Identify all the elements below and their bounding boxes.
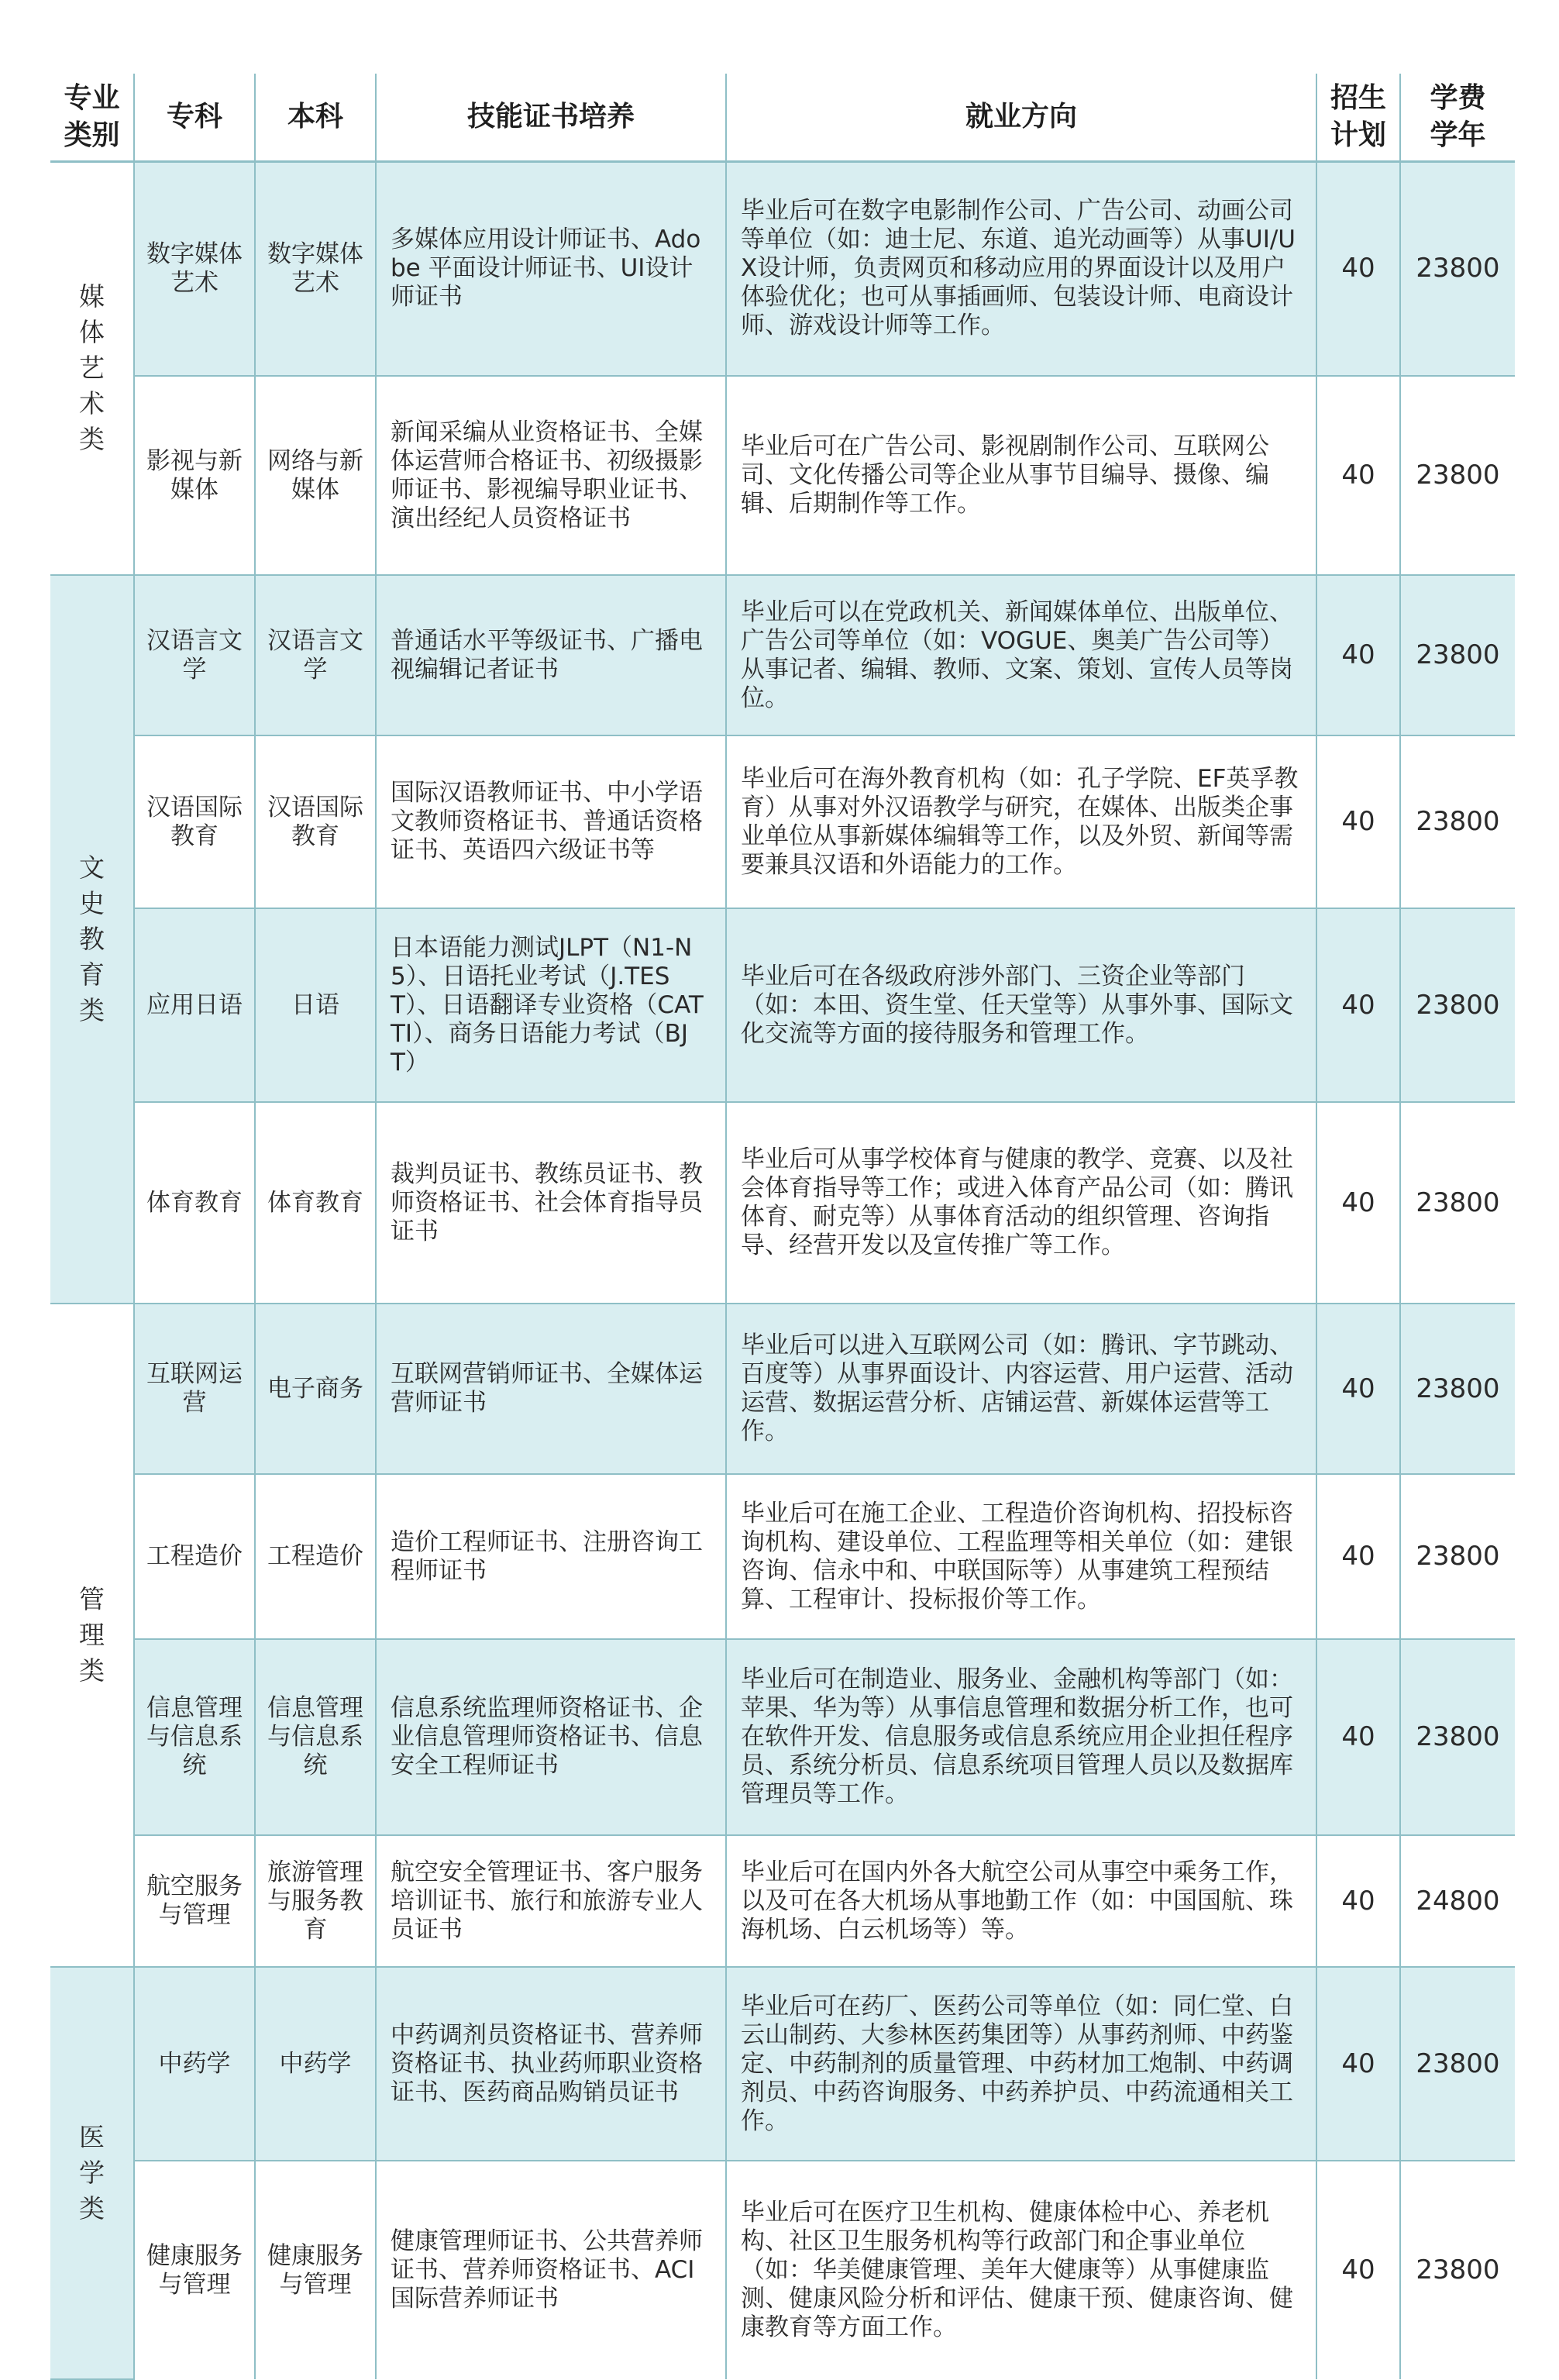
benke-cell: 电子商务 [255, 1304, 376, 1474]
plan-cell: 40 [1316, 2161, 1400, 2379]
benke-cell: 体育教育 [255, 1102, 376, 1304]
plan-cell: 40 [1316, 575, 1400, 735]
plan-cell: 40 [1316, 1474, 1400, 1639]
plan-cell: 40 [1316, 376, 1400, 575]
table-row [50, 1639, 1515, 1835]
certs-cell: 航空安全管理证书、客户服务培训证书、旅行和旅游专业人员证书 [376, 1835, 726, 1967]
benke-cell: 汉语言文学 [255, 575, 376, 735]
header-certs: 技能证书培养 [376, 74, 726, 161]
certs-cell: 中药调剂员资格证书、营养师资格证书、执业药师职业资格证书、医药商品购销员证书 [376, 1967, 726, 2161]
fee-cell: 23800 [1400, 1102, 1515, 1304]
header-row [50, 74, 1515, 161]
table-row [50, 2161, 1515, 2379]
plan-cell: 40 [1316, 1639, 1400, 1835]
fee-cell: 23800 [1400, 1639, 1515, 1835]
header-fee: 学费 学年 [1400, 74, 1515, 161]
benke-cell: 旅游管理与服务教育 [255, 1835, 376, 1967]
benke-cell: 健康服务与管理 [255, 2161, 376, 2379]
category-name: 文史教育类 [79, 852, 105, 1025]
benke-cell: 中药学 [255, 1967, 376, 2161]
certs-cell: 多媒体应用设计师证书、Adobe 平面设计师证书、UI设计师证书 [376, 161, 726, 376]
certs-cell: 普通话水平等级证书、广播电视编辑记者证书 [376, 575, 726, 735]
career-cell: 毕业后可在医疗卫生机构、健康体检中心、养老机构、社区卫生服务机构等行政部门和企事业单位（如：华美健康管理、美年大健康等）从事健康监测、健康风险分析和评估、健康干预、健康咨询、健康教育等方面工作。 [726, 2161, 1316, 2379]
certs-cell: 裁判员证书、教练员证书、教师资格证书、社会体育指导员证书 [376, 1102, 726, 1304]
career-cell: 毕业后可以进入互联网公司（如：腾讯、字节跳动、百度等）从事界面设计、内容运营、用户运营、活动运营、数据运营分析、店铺运营、新媒体运营等工作。 [726, 1304, 1316, 1474]
certs-cell: 健康管理师证书、公共营养师证书、营养师资格证书、ACI国际营养师证书 [376, 2161, 726, 2379]
benke-cell: 工程造价 [255, 1474, 376, 1639]
career-cell: 毕业后可在施工企业、工程造价咨询机构、招投标咨询机构、建设单位、工程监理等相关单位（如：建银咨询、信永中和、中联国际等）从事建筑工程预结算、工程审计、投标报价等工作。 [726, 1474, 1316, 1639]
fee-cell: 23800 [1400, 1474, 1515, 1639]
table-row [50, 376, 1515, 575]
benke-cell: 网络与新媒体 [255, 376, 376, 575]
career-cell: 毕业后可在制造业、服务业、金融机构等部门（如：苹果、华为等）从事信息管理和数据分析工作，也可在软件开发、信息服务或信息系统应用企业担任程序员、系统分析员、信息系统项目管理人员以及数据库管理员等工作。 [726, 1639, 1316, 1835]
zhuanke-cell: 影视与新媒体 [134, 376, 255, 575]
career-cell: 毕业后可在国内外各大航空公司从事空中乘务工作，以及可在各大机场从事地勤工作（如：中国国航、珠海机场、白云机场等）等。 [726, 1835, 1316, 1967]
table-row [50, 1967, 1515, 2161]
zhuanke-cell: 体育教育 [134, 1102, 255, 1304]
table-row [50, 735, 1515, 908]
benke-cell: 数字媒体艺术 [255, 161, 376, 376]
table-row [50, 1304, 1515, 1474]
zhuanke-cell: 汉语国际教育 [134, 735, 255, 908]
fee-cell: 23800 [1400, 575, 1515, 735]
zhuanke-cell: 航空服务与管理 [134, 1835, 255, 1967]
benke-cell: 日语 [255, 908, 376, 1102]
plan-cell: 40 [1316, 1967, 1400, 2161]
table-row [50, 1835, 1515, 1967]
zhuanke-cell: 健康服务与管理 [134, 2161, 255, 2379]
category-cell [50, 575, 134, 1304]
benke-cell: 汉语国际教育 [255, 735, 376, 908]
plan-cell: 40 [1316, 908, 1400, 1102]
fee-cell: 23800 [1400, 735, 1515, 908]
table-row [50, 1474, 1515, 1639]
plan-cell: 40 [1316, 1835, 1400, 1967]
table-body [50, 161, 1515, 2379]
fee-cell: 23800 [1400, 2161, 1515, 2379]
major-enrollment-table [50, 74, 1515, 2380]
career-cell: 毕业后可在海外教育机构（如：孔子学院、EF英孚教育）从事对外汉语教学与研究，在媒体、出版类企事业单位从事新媒体编辑等工作，以及外贸、新闻等需要兼具汉语和外语能力的工作。 [726, 735, 1316, 908]
fee-cell: 23800 [1400, 1304, 1515, 1474]
benke-cell: 信息管理与信息系统 [255, 1639, 376, 1835]
category-name: 医学类 [79, 2122, 105, 2223]
category-name: 媒体艺术类 [79, 281, 105, 455]
career-cell: 毕业后可在各级政府涉外部门、三资企业等部门（如：本田、资生堂、任天堂等）从事外事、国际文化交流等方面的接待服务和管理工作。 [726, 908, 1316, 1102]
certs-cell: 信息系统监理师资格证书、企业信息管理师资格证书、信息安全工程师证书 [376, 1639, 726, 1835]
fee-cell: 23800 [1400, 376, 1515, 575]
zhuanke-cell: 汉语言文学 [134, 575, 255, 735]
header-benke: 本科 [255, 74, 376, 161]
category-cell [50, 1304, 134, 1967]
fee-cell: 24800 [1400, 1835, 1515, 1967]
table-row [50, 161, 1515, 376]
fee-cell: 23800 [1400, 1967, 1515, 2161]
table-row [50, 575, 1515, 735]
fee-cell: 23800 [1400, 161, 1515, 376]
zhuanke-cell: 信息管理与信息系统 [134, 1639, 255, 1835]
category-cell [50, 161, 134, 575]
career-cell: 毕业后可以在党政机关、新闻媒体单位、出版单位、广告公司等单位（如：VOGUE、奥美广告公司等）从事记者、编辑、教师、文案、策划、宣传人员等岗位。 [726, 575, 1316, 735]
certs-cell: 国际汉语教师证书、中小学语文教师资格证书、普通话资格证书、英语四六级证书等 [376, 735, 726, 908]
header-plan: 招生 计划 [1316, 74, 1400, 161]
header-career: 就业方向 [726, 74, 1316, 161]
header-zhuanke: 专科 [134, 74, 255, 161]
enrollment-table-container [50, 74, 1515, 2380]
table-header [50, 74, 1515, 161]
plan-cell: 40 [1316, 161, 1400, 376]
career-cell: 毕业后可在广告公司、影视剧制作公司、互联网公司、文化传播公司等企业从事节目编导、摄像、编辑、后期制作等工作。 [726, 376, 1316, 575]
fee-cell: 23800 [1400, 908, 1515, 1102]
zhuanke-cell: 中药学 [134, 1967, 255, 2161]
table-row [50, 908, 1515, 1102]
zhuanke-cell: 工程造价 [134, 1474, 255, 1639]
certs-cell: 互联网营销师证书、全媒体运营师证书 [376, 1304, 726, 1474]
header-category: 专业 类别 [50, 74, 134, 161]
plan-cell: 40 [1316, 1304, 1400, 1474]
category-cell [50, 1967, 134, 2379]
certs-cell: 日本语能力测试JLPT（N1-N5）、日语托业考试（J.TEST）、日语翻译专业资格（CATTI）、商务日语能力考试（BJT） [376, 908, 726, 1102]
certs-cell: 新闻采编从业资格证书、全媒体运营师合格证书、初级摄影师证书、影视编导职业证书、演出经纪人员资格证书 [376, 376, 726, 575]
career-cell: 毕业后可在数字电影制作公司、广告公司、动画公司等单位（如：迪士尼、东道、追光动画等）从事UI/UX设计师，负责网页和移动应用的界面设计以及用户体验优化；也可从事插画师、包装设计师、电商设计师、游戏设计师等工作。 [726, 161, 1316, 376]
category-name: 管理类 [79, 1584, 105, 1686]
zhuanke-cell: 互联网运营 [134, 1304, 255, 1474]
career-cell: 毕业后可从事学校体育与健康的教学、竞赛、以及社会体育指导等工作；或进入体育产品公司（如：腾讯体育、耐克等）从事体育活动的组织管理、咨询指导、经营开发以及宣传推广等工作。 [726, 1102, 1316, 1304]
certs-cell: 造价工程师证书、注册咨询工程师证书 [376, 1474, 726, 1639]
zhuanke-cell: 数字媒体艺术 [134, 161, 255, 376]
career-cell: 毕业后可在药厂、医药公司等单位（如：同仁堂、白云山制药、大参林医药集团等）从事药剂师、中药鉴定、中药制剂的质量管理、中药材加工炮制、中药调剂员、中药咨询服务、中药养护员、中药流通相关工作。 [726, 1967, 1316, 2161]
table-row [50, 1102, 1515, 1304]
zhuanke-cell: 应用日语 [134, 908, 255, 1102]
plan-cell: 40 [1316, 1102, 1400, 1304]
plan-cell: 40 [1316, 735, 1400, 908]
